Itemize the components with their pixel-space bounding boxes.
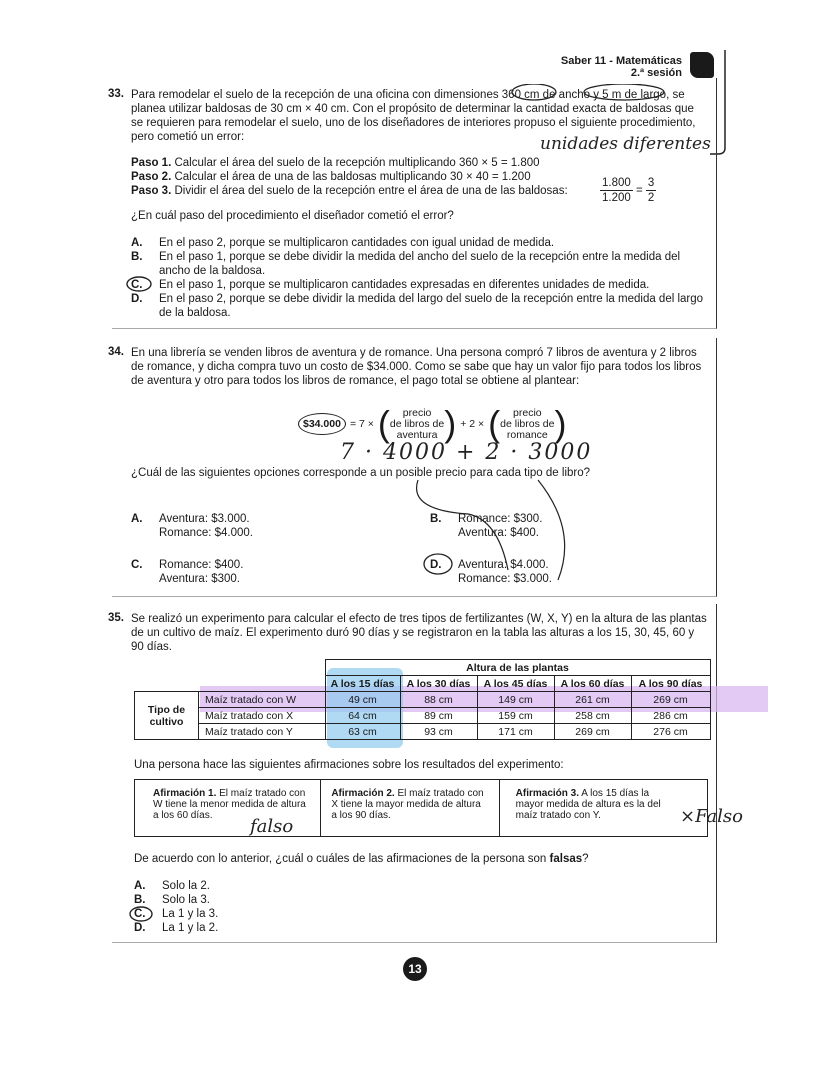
option-33-c[interactable]: C. En el paso 1, porque se multiplicaron cantidades expresadas en diferentes unidades de medida.: [131, 279, 650, 291]
selected-answer-33-mark: [124, 274, 154, 294]
row-label-y: Maíz tratado con Y: [199, 724, 326, 740]
equation-aventura-term: precio de libros de aventura: [389, 406, 445, 441]
table-row: [135, 708, 711, 724]
step-3-fraction: $\frac{1.800}{1.200}$ = $\frac{3}{2}$: [602, 177, 655, 204]
option-34-c[interactable]: C. Romance: $400. Aventura: $300.: [131, 559, 244, 585]
column-header-45: A los 45 días: [477, 676, 554, 692]
row-label-w: Maíz tratado con W: [199, 692, 326, 708]
header-session: 2.ª sesión: [630, 67, 682, 79]
handwritten-note-33: unidades diferentes: [540, 134, 711, 154]
table-cell: 64 cm: [325, 708, 400, 724]
option-35-b[interactable]: B. Solo la 3.: [134, 894, 210, 906]
handwritten-note-statement-1: falso: [250, 816, 294, 837]
table-cell: 276 cm: [631, 724, 710, 740]
question-34-number: 34.: [108, 346, 124, 358]
step-1: Paso 1. Calcular el área del suelo de la recepción multiplicando 360 × 5 = 1.800: [131, 157, 540, 169]
question-33-number: 33.: [108, 88, 124, 100]
step-3: Paso 3. Dividir el área del suelo de la recepción entre el área de una de las baldosas:: [131, 185, 568, 197]
page-header: [540, 55, 682, 79]
table-cell: 89 cm: [400, 708, 477, 724]
option-35-d[interactable]: D. La 1 y la 2.: [134, 922, 219, 934]
table-cell: 49 cm: [325, 692, 400, 708]
equation-total: $34.000: [298, 413, 346, 435]
option-35-c[interactable]: C. La 1 y la 3.: [134, 908, 219, 920]
question-33-text: Para remodelar el suelo de la recepción de una oficina con dimensiones 360 cm de ancho y 5 m de largo, se planea utilizar baldosas de 30 cm × 40 cm. Con el propósito de determinar la cantidad exacta de baldosas que se requieren para remodelar el suelo, uno de los diseñadores de interiores propuso el siguiente procedimiento, pero cometió un error:: [131, 89, 696, 143]
column-header-30: A los 30 días: [400, 676, 477, 692]
table-cell: 171 cm: [477, 724, 554, 740]
table-cell: 258 cm: [554, 708, 631, 724]
header-subject: Saber 11 - Matemáticas: [560, 55, 682, 67]
question-33-prompt: ¿En cuál paso del procedimiento el diseñador cometió el error?: [131, 210, 454, 222]
option-34-d[interactable]: D. Aventura: $4.000. Romance: $3.000.: [430, 559, 552, 585]
table-group-header: Altura de las plantas: [325, 660, 710, 676]
option-33-a[interactable]: A. En el paso 2, porque se multiplicaron cantidades con igual unidad de medida.: [131, 237, 555, 249]
step-2: Paso 2. Calcular el área de una de las baldosas multiplicando 30 × 40 = 1.200: [131, 171, 531, 183]
row-label-x: Maíz tratado con X: [199, 708, 326, 724]
equation-romance-term: precio de libros de romance: [500, 406, 555, 441]
table-row: [135, 724, 711, 740]
plant-height-table: [134, 659, 711, 740]
equation-multiplier-1: = 7 ×: [349, 418, 374, 430]
column-header-90: A los 90 días: [631, 676, 710, 692]
question-35-prompt: De acuerdo con lo anterior, ¿cuál o cuáles de las afirmaciones de la persona son falsas?: [134, 853, 589, 865]
column-header-15: A los 15 días: [325, 676, 400, 692]
selected-answer-35-mark: [126, 904, 156, 924]
option-33-d[interactable]: D. En el paso 2, porque se debe dividir la medida del largo del suelo de la recepción entre la medida del largo de la baldosa.: [131, 293, 704, 319]
question-34-prompt: ¿Cuál de las siguientes opciones corresponde a un posible precio para cada tipo de libro?: [131, 467, 591, 479]
table-row: [135, 692, 711, 708]
table-cell: 286 cm: [631, 708, 710, 724]
option-34-a[interactable]: A. Aventura: $3.000. Romance: $4.000.: [131, 513, 253, 539]
statement-2: Afirmación 2. El maíz tratado con X tiene la mayor medida de altura a los 90 días.: [321, 780, 499, 836]
table-cell: 88 cm: [400, 692, 477, 708]
annotation-circles-33: [508, 84, 708, 176]
option-34-b[interactable]: B. Romance: $300. Aventura: $400.: [430, 513, 543, 539]
handwritten-note-statement-3: ×Falso: [680, 806, 743, 827]
equation-34: $34.000 = 7 × ( precio de libros de aventura ) + 2 × ( precio de libros de romance ): [298, 406, 566, 442]
table-cell: 269 cm: [554, 724, 631, 740]
page-number-badge: 13: [403, 957, 427, 981]
statement-3: Afirmación 3. A los 15 días la mayor medida de altura es la del maíz tratado con Y.: [515, 788, 661, 821]
question-35-text: Se realizó un experimento para calcular el efecto de tres tipos de fertilizantes (W, X, Y) en la altura de las plantas de un cultivo de maíz. El experimento duró 90 días y se registraron en la tabla las alturas a los 15, 30, 45, 60 y 90 días.: [131, 613, 707, 653]
table-cell: 63 cm: [325, 724, 400, 740]
question-33-options: [131, 236, 707, 320]
option-35-a[interactable]: A. Solo la 2.: [134, 880, 210, 892]
question-35-intro: Una persona hace las siguientes afirmaciones sobre los resultados del experimento:: [134, 759, 564, 771]
handwritten-equation-34: 7 · 4000 + 2 · 3000: [340, 440, 593, 465]
option-33-b[interactable]: B. En el paso 1, porque se debe dividir la medida del ancho del suelo de la recepción entre la medida del ancho de la baldosa.: [131, 251, 681, 277]
question-35-options: [134, 879, 434, 935]
table-cell: 269 cm: [631, 692, 710, 708]
equation-multiplier-2: + 2 ×: [460, 418, 485, 430]
table-cell: 159 cm: [477, 708, 554, 724]
statements-box: [134, 779, 708, 837]
column-header-60: A los 60 días: [554, 676, 631, 692]
row-group-label: Tipo de cultivo: [135, 692, 199, 740]
table-cell: 149 cm: [477, 692, 554, 708]
table-cell: 93 cm: [400, 724, 477, 740]
annotation-arrows-34: [408, 470, 588, 590]
question-34-text: En una librería se venden libros de aventura y de romance. Una persona compró 7 libros de aventura y 2 libros de romance, y dicha compra tuvo un costo de $34.000. Como se sabe que hay un valor fijo para todos los libros de aventura y otro para todos los libros de romance, el pago total se obtiene al plantear:: [131, 347, 702, 387]
table-cell: 261 cm: [554, 692, 631, 708]
statement-1: Afirmación 1. El maíz tratado con W tiene la menor medida de altura a los 60 días.: [135, 780, 321, 836]
question-35-number: 35.: [108, 612, 124, 624]
